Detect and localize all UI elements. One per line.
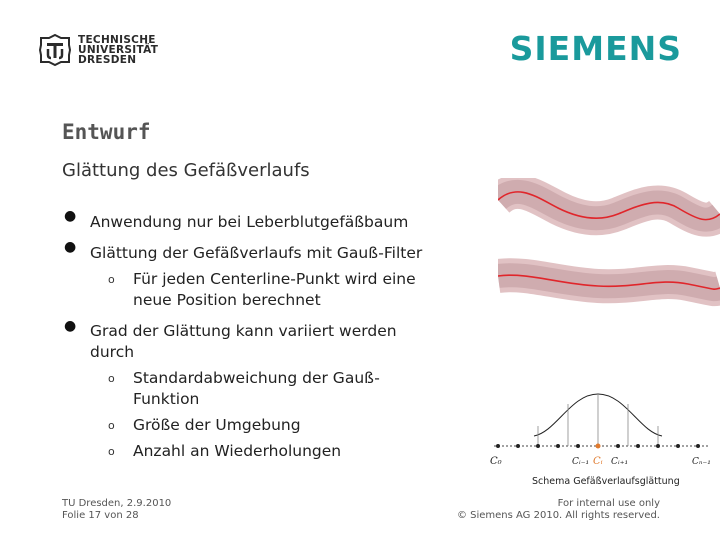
sub-bullet-item: Standardabweichung der Gauß- xyxy=(133,369,380,387)
gaussian-schema-diagram xyxy=(486,384,716,474)
slide-subtitle: Glättung des Gefäßverlaufs xyxy=(62,160,310,181)
university-line-3: DRESDEN xyxy=(78,54,137,66)
footer-copyright: © Siemens AG 2010. All rights reserved. xyxy=(456,510,660,521)
sub-bullet-marker: o xyxy=(108,273,115,286)
university-line-1: TECHNISCHE xyxy=(78,34,156,46)
university-name xyxy=(78,35,158,65)
bullet-marker: ● xyxy=(64,239,77,255)
footer-page: Folie 17 von 28 xyxy=(62,510,139,521)
sub-bullet-item: Größe der Umgebung xyxy=(133,416,301,434)
bullet-item: Glättung der Gefäßverlaufs mit Gauß-Filter xyxy=(90,244,423,262)
tu-dresden-logo xyxy=(38,33,158,67)
sub-bullet-item-cont: Funktion xyxy=(133,390,200,408)
bullet-marker: ● xyxy=(64,208,77,224)
vessel-smoothed-image xyxy=(498,256,720,326)
footer-date: TU Dresden, 2.9.2010 xyxy=(62,498,172,509)
footer-right xyxy=(457,498,660,522)
bullet-item-cont: durch xyxy=(90,343,135,361)
bullet-marker: ● xyxy=(64,318,77,334)
slide-title: Entwurf xyxy=(62,120,151,144)
bullet-item: Anwendung nur bei Leberblutgefäßbaum xyxy=(90,213,409,231)
schema-label-ci: Cᵢ xyxy=(593,456,603,467)
schema-label-cn: Cₙ₋₁ xyxy=(692,457,711,467)
schema-label-ci-plus: Cᵢ₊₁ xyxy=(611,457,629,467)
sub-bullet-item: Für jeden Centerline-Punkt wird eine xyxy=(133,270,416,288)
university-line-2: UNIVERSITÄT xyxy=(78,44,159,56)
schema-caption: Schema Gefäßverlaufsglättung xyxy=(532,476,680,487)
footer-internal: For internal use only xyxy=(557,498,660,509)
schema-label-c0: C₀ xyxy=(490,456,502,467)
sub-bullet-marker: o xyxy=(108,372,115,385)
sub-bullet-item-cont: neue Position berechnet xyxy=(133,291,321,309)
vessel-original-image xyxy=(498,178,720,256)
tu-dresden-emblem-icon xyxy=(38,33,72,67)
siemens-logo: SIEMENS xyxy=(509,29,682,68)
bullet-item: Grad der Glättung kann variiert werden xyxy=(90,322,397,340)
sub-bullet-marker: o xyxy=(108,445,115,458)
schema-label-ci-minus: Cᵢ₋₁ xyxy=(572,457,590,467)
sub-bullet-item: Anzahl an Wiederholungen xyxy=(133,442,342,460)
footer-left xyxy=(62,498,171,522)
sub-bullet-marker: o xyxy=(108,419,115,432)
